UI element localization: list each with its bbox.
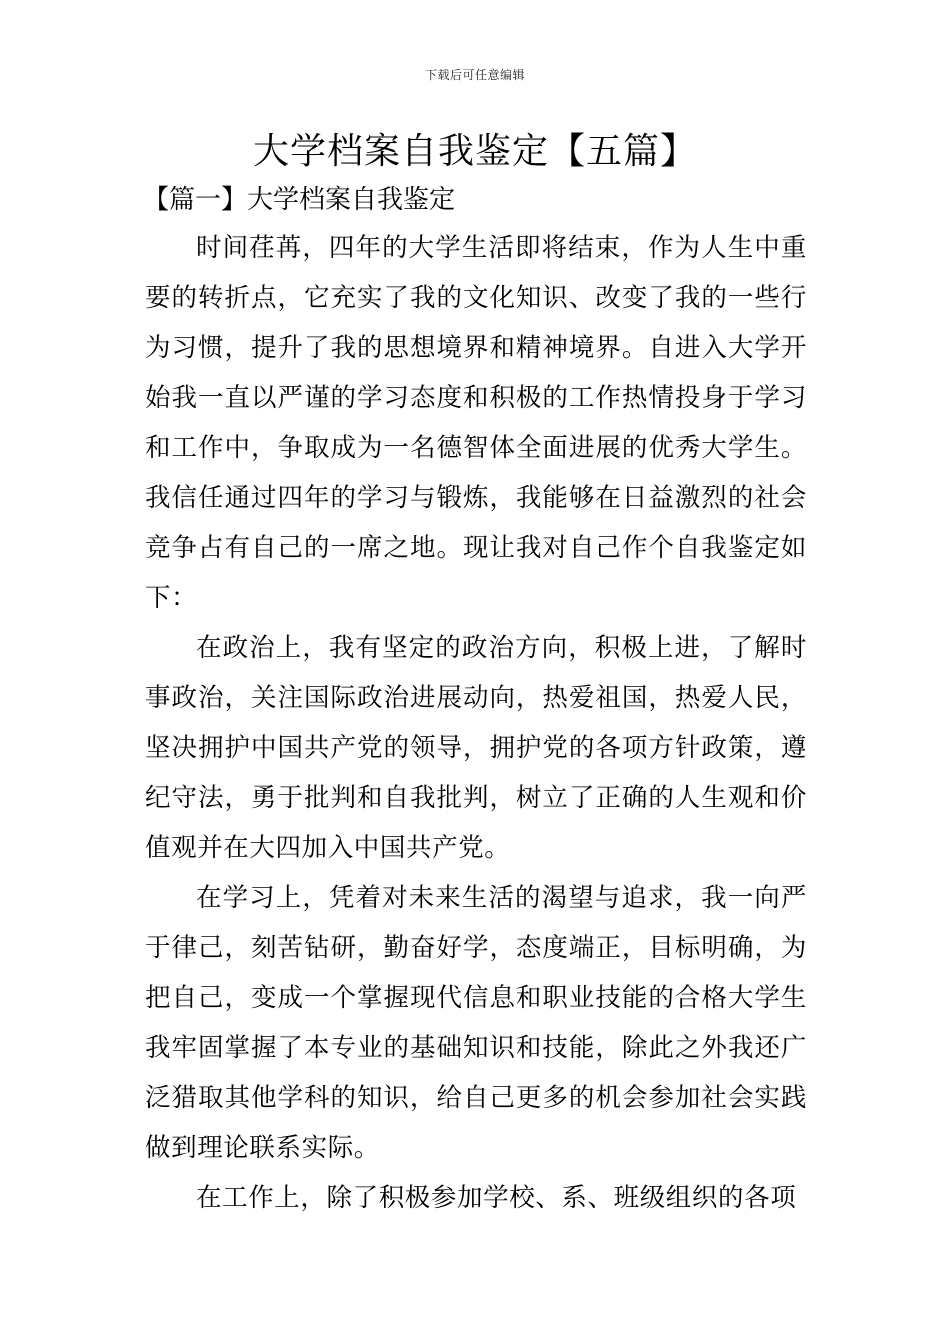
paragraph-study: 在学习上，凭着对未来生活的渴望与追求，我一向严于律己，刻苦钻研，勤奋好学，态度端正，目标明确，为把自己，变成一个掌握现代信息和职业技能的合格大学生我牢固掌握了本专业的基础知识和技能，除此之外我还广泛猎取其他学科的知识，给自己更多的机会参加社会实践做到理论联系实际。 (145, 883, 807, 1163)
header-note: 下载后可任意编辑 (424, 68, 525, 82)
section-heading: 【篇一】大学档案自我鉴定 (143, 185, 456, 215)
paragraph-intro: 时间荏苒，四年的大学生活即将结束，作为人生中重要的转折点，它充实了我的文化知识、改变了我的一些行为习惯，提升了我的思想境界和精神境界。自进入大学开始我一直以严谨的学习态度和积极的工作热情投身于学习和工作中，争取成为一名德智体全面进展的优秀大学生。我信任通过四年的学习与锻炼，我能够在日益激烈的社会竞争占有自己的一席之地。现让我对自己作个自我鉴定如下： (145, 233, 807, 613)
paragraph-work: 在工作上，除了积极参加学校、系、班级组织的各项 (196, 1183, 797, 1213)
paragraph-politics: 在政治上，我有坚定的政治方向，积极上进，了解时事政治，关注国际政治进展动向，热爱祖国，热爱人民，坚决拥护中国共产党的领导，拥护党的各项方针政策，遵纪守法，勇于批判和自我批判，树立了正确的人生观和价值观并在大四加入中国共产党。 (145, 633, 807, 863)
document-title: 大学档案自我鉴定【五篇】 (252, 131, 697, 172)
document-body (145, 223, 807, 1223)
